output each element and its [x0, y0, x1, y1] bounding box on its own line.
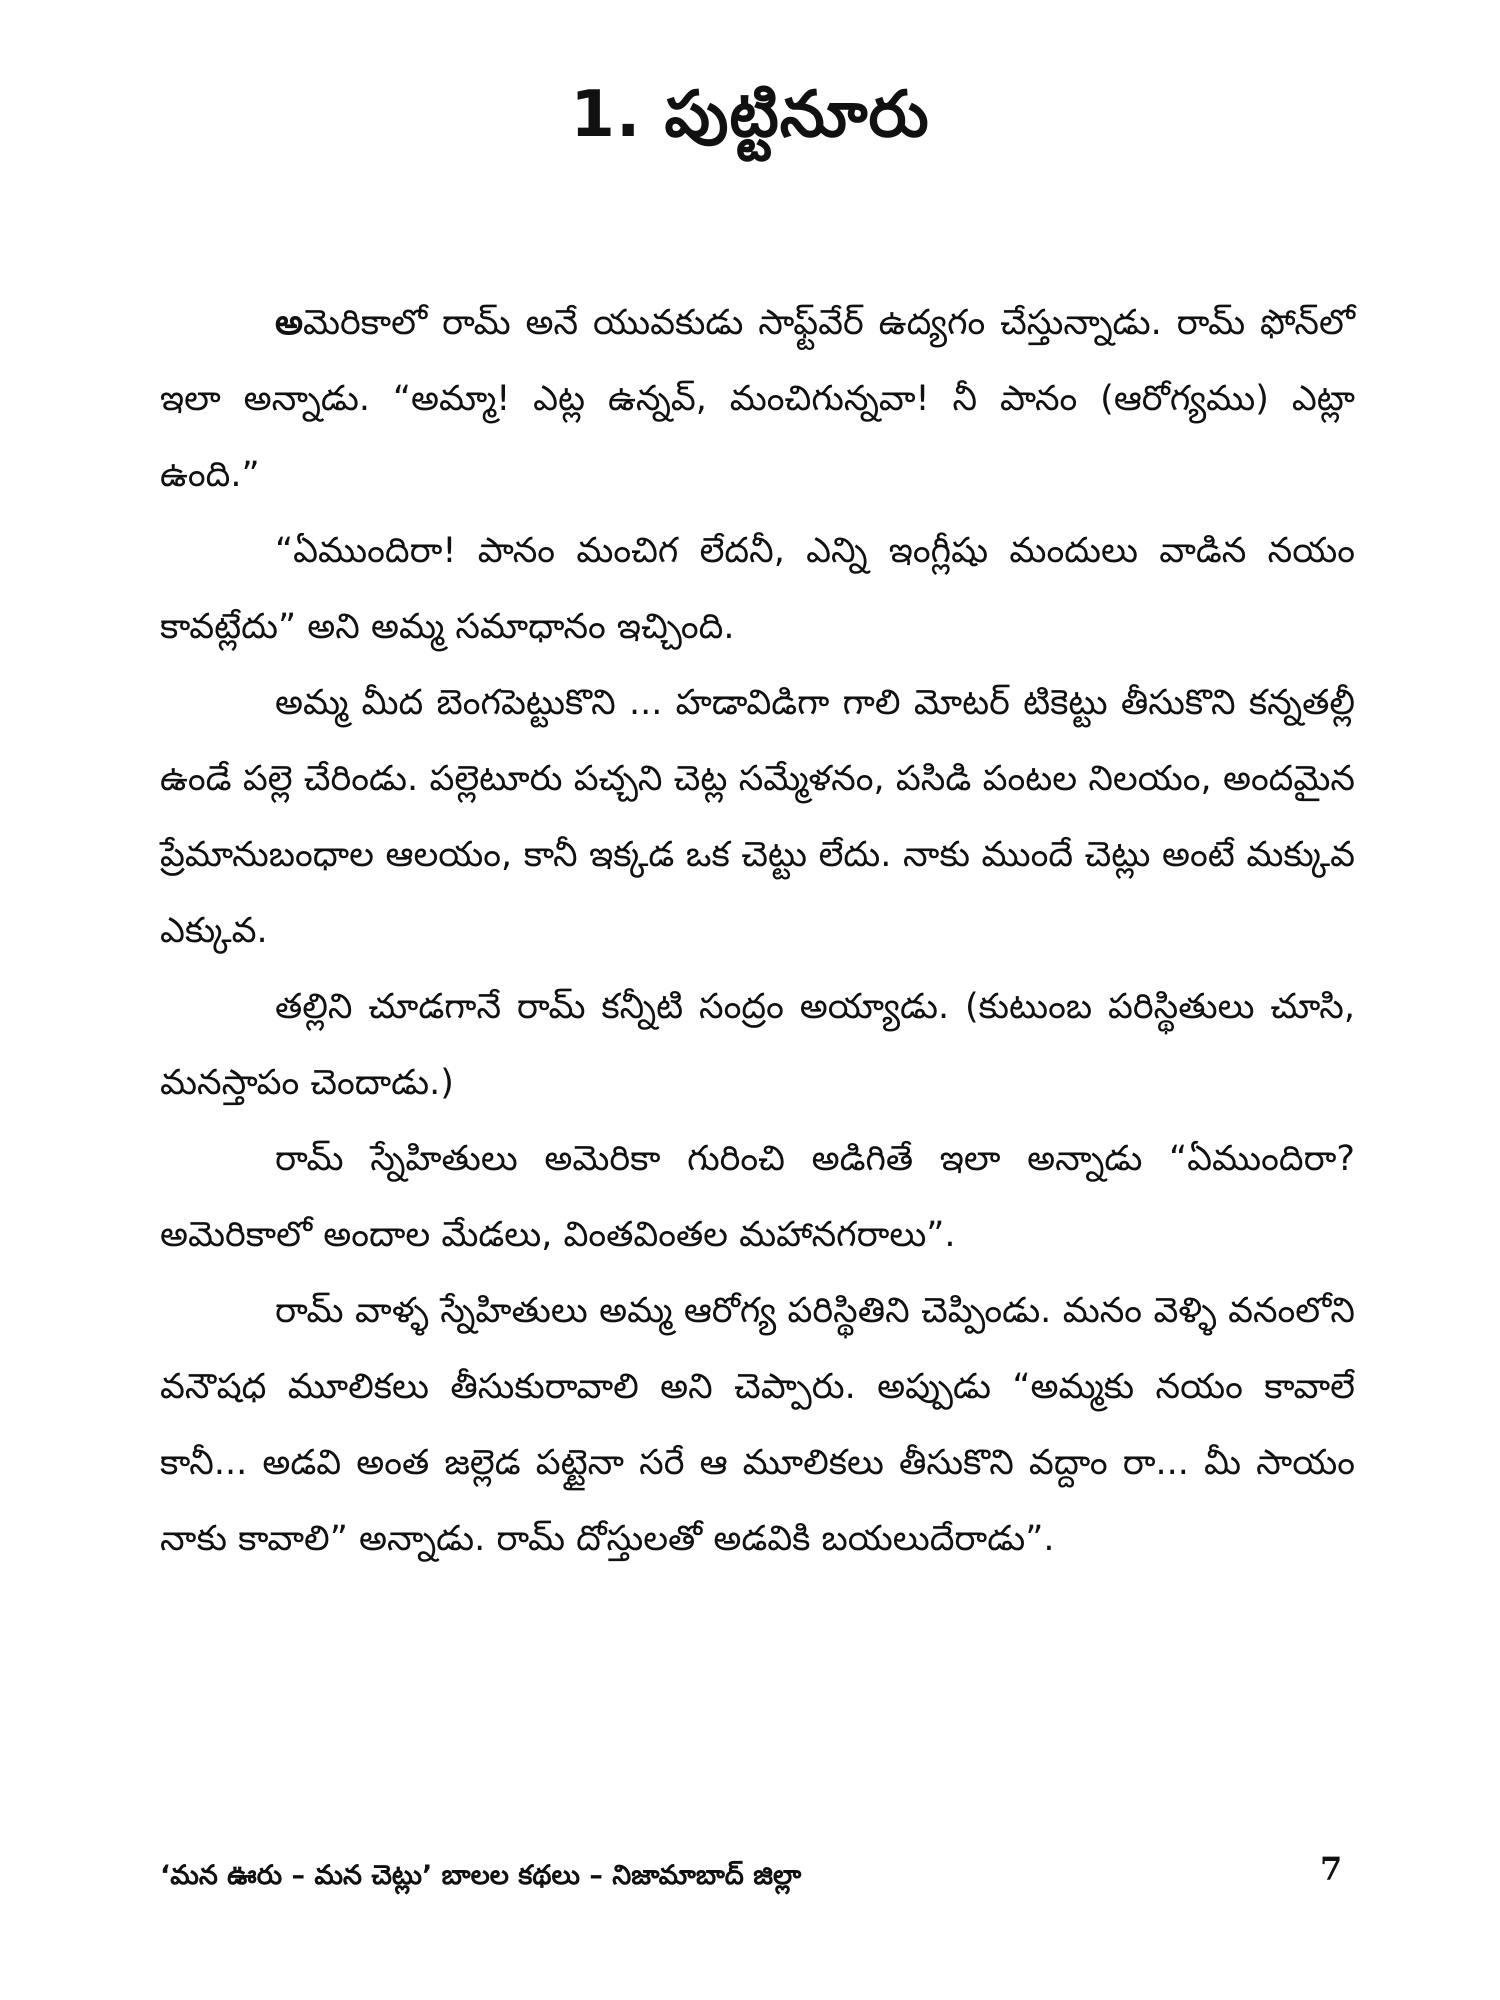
page-footer: ‘మన ఊరు – మన చెట్లు’ బాలల కథలు – నిజామాబాద్ జిల్లా: [160, 1860, 802, 1891]
paragraph-6: రామ్ వాళ్ళ స్నేహితులు అమ్మ ఆరోగ్య పరిస్థితిని చెప్పిండు. మనం వెళ్ళి వనంలోని వనౌషధ మూలికలు తీసుకురావాలి అని చెప్పారు. అప్పుడు “అమ్మకు నయం కావాలే కానీ... అడవి అంత జల్లెడ పట్టైనా సరే ఆ మూలికలు తీసుకొని వద్దాం రా... మీ సాయం నాకు కావాలి” అన్నాడు. రామ్ దోస్తులతో అడవికి బయలుదేరాడు”.: [160, 1291, 1355, 1559]
story-body: [160, 285, 1355, 1577]
chapter-title: 1. పుట్టినూరు: [570, 78, 930, 152]
paragraph-3: అమ్మ మీద బెంగపెట్టుకొని ... హడావిడిగా గాలి మోటర్ టికెట్టు తీసుకొని కన్నతల్లీ ఉండే పల్లె చేరిండు. పల్లెటూరు పచ్చని చెట్ల సమ్మేళనం, పసిడి పంటల నిలయం, అందమైన ప్రేమానుబంధాల ఆలయం, కానీ ఇక్కడ ఒక చెట్టు లేదు. నాకు ముందే చెట్లు అంటే మక్కువ ఎక్కువ.: [160, 683, 1355, 951]
paragraph-2: “ఏముందిరా! పానం మంచిగ లేదనీ, ఎన్ని ఇంగ్లీషు మందులు వాడిన నయం కావట్లేదు” అని అమ్మ సమాధానం ఇచ్చింది.: [160, 531, 1355, 647]
page-number: 7: [1320, 1850, 1343, 1888]
paragraph-1: [160, 285, 1355, 513]
paragraph-4: తల్లిని చూడగానే రామ్ కన్నీటి సంద్రం అయ్యాడు. (కుటుంబ పరిస్థితులు చూసి, మనస్తాపం చెందాడు.): [160, 987, 1355, 1103]
paragraph-1-text: మెరికాలో రామ్ అనే యువకుడు సాఫ్ట్‌వేర్ ఉద్యగం చేస్తున్నాడు. రామ్ ఫోన్‌లో ఇలా అన్నాడు. “అమ్మా! ఎట్ల ఉన్నవ్, మంచిగున్నవా! నీ పానం (ఆరోగ్యము) ఎట్లా ఉంది.”: [160, 303, 1355, 495]
drop-cap-letter: అ: [275, 303, 304, 343]
paragraph-5: రామ్ స్నేహితులు అమెరికా గురించి అడిగితే ఇలా అన్నాడు “ఏముందిరా? అమెరికాలో అందాల మేడలు, వింతవింతల మహానగరాలు”.: [160, 1139, 1355, 1255]
